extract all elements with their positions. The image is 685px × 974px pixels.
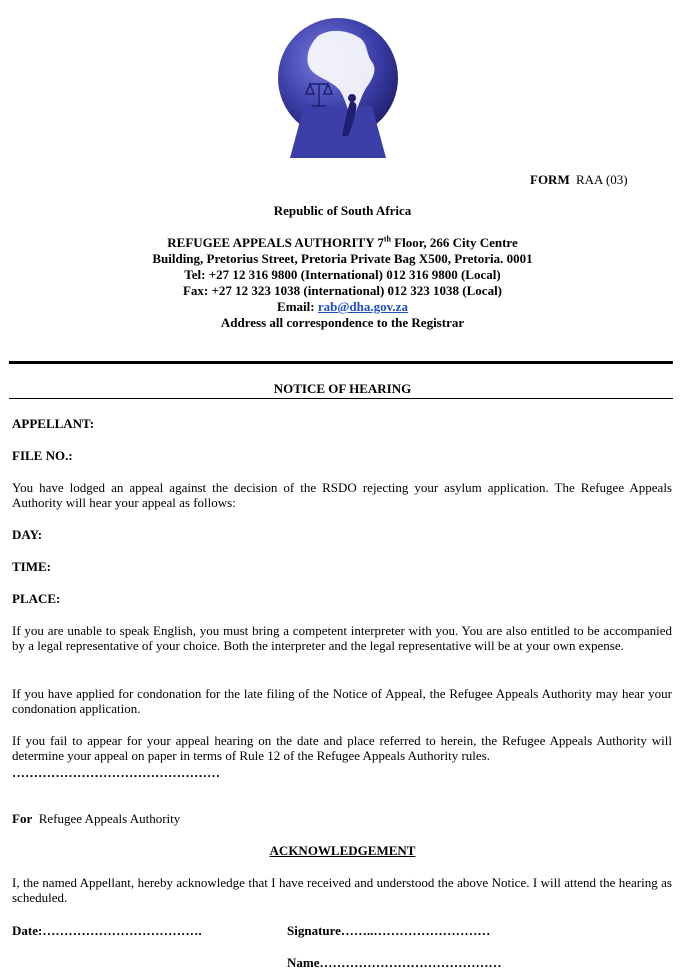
for-authority-line [12, 811, 180, 827]
form-code-value: RAA (03) [575, 172, 628, 187]
email-link[interactable]: rab@dha.gov.za [317, 299, 408, 314]
notice-title: NOTICE OF HEARING [273, 381, 412, 396]
date-field[interactable]: Date:………………………………. [12, 923, 202, 938]
tel-line: Tel: +27 12 316 9800 (International) 012 316 9800 (Local) [184, 267, 501, 282]
email-line [0, 299, 685, 315]
thick-divider [9, 361, 673, 364]
interpreter-paragraph: If you are unable to speak English, you must bring a competent interpreter with you. You are also entitled to be accompanied by a legal representative of your choice. Both the interpreter and the legal representative will be at your own expense. [12, 623, 672, 653]
country-name: Republic of South Africa [273, 203, 412, 218]
form-code [530, 172, 628, 188]
file-no-label: FILE NO.: [12, 448, 73, 463]
form-code-label: FORM [530, 172, 570, 187]
fax-line: Fax: +27 12 323 1038 (international) 012 323 1038 (Local) [182, 283, 503, 298]
thin-divider [9, 398, 673, 399]
signature-field[interactable]: Signature……..……………………… [287, 923, 491, 938]
authority-logo [268, 14, 408, 162]
for-value: Refugee Appeals Authority [32, 811, 181, 826]
authority-line [0, 235, 685, 251]
appellant-label: APPELLANT: [12, 416, 95, 431]
signature-dots: ………………………………………… [12, 765, 220, 780]
email-label: Email: [277, 299, 318, 314]
intro-paragraph: You have lodged an appeal against the decision of the RSDO rejecting your asylum application. The Refugee Appeals Authority will hear your appeal as follows: [12, 480, 672, 510]
condonation-paragraph: If you have applied for condonation for the late filing of the Notice of Appeal, the Refugee Appeals Authority may hear your condonation application. [12, 686, 672, 716]
acknowledgement-text: I, the named Appellant, hereby acknowledge that I have received and understood the above Notice. I will attend the hearing as scheduled. [12, 875, 672, 905]
correspondence-line: Address all correspondence to the Registrar [220, 315, 465, 330]
for-label: For [12, 811, 33, 826]
time-label: TIME: [12, 559, 51, 574]
name-field[interactable]: Name…………………………………… [287, 955, 502, 970]
day-label: DAY: [12, 527, 43, 542]
acknowledgement-title: ACKNOWLEDGEMENT [269, 843, 416, 858]
failure-paragraph: If you fail to appear for your appeal hearing on the date and place referred to herein, the Refugee Appeals Authority will determine your appeal on paper in terms of Rule 12 of the Refugee Appeals Authority rules. [12, 733, 672, 763]
authority-sup: th [383, 234, 391, 244]
place-label: PLACE: [12, 591, 61, 606]
authority-rest: Floor, 266 City Centre [390, 235, 518, 250]
address-line: Building, Pretorius Street, Pretoria Private Bag X500, Pretoria. 0001 [152, 251, 533, 266]
authority-name: REFUGEE APPEALS AUTHORITY 7 [167, 235, 384, 250]
